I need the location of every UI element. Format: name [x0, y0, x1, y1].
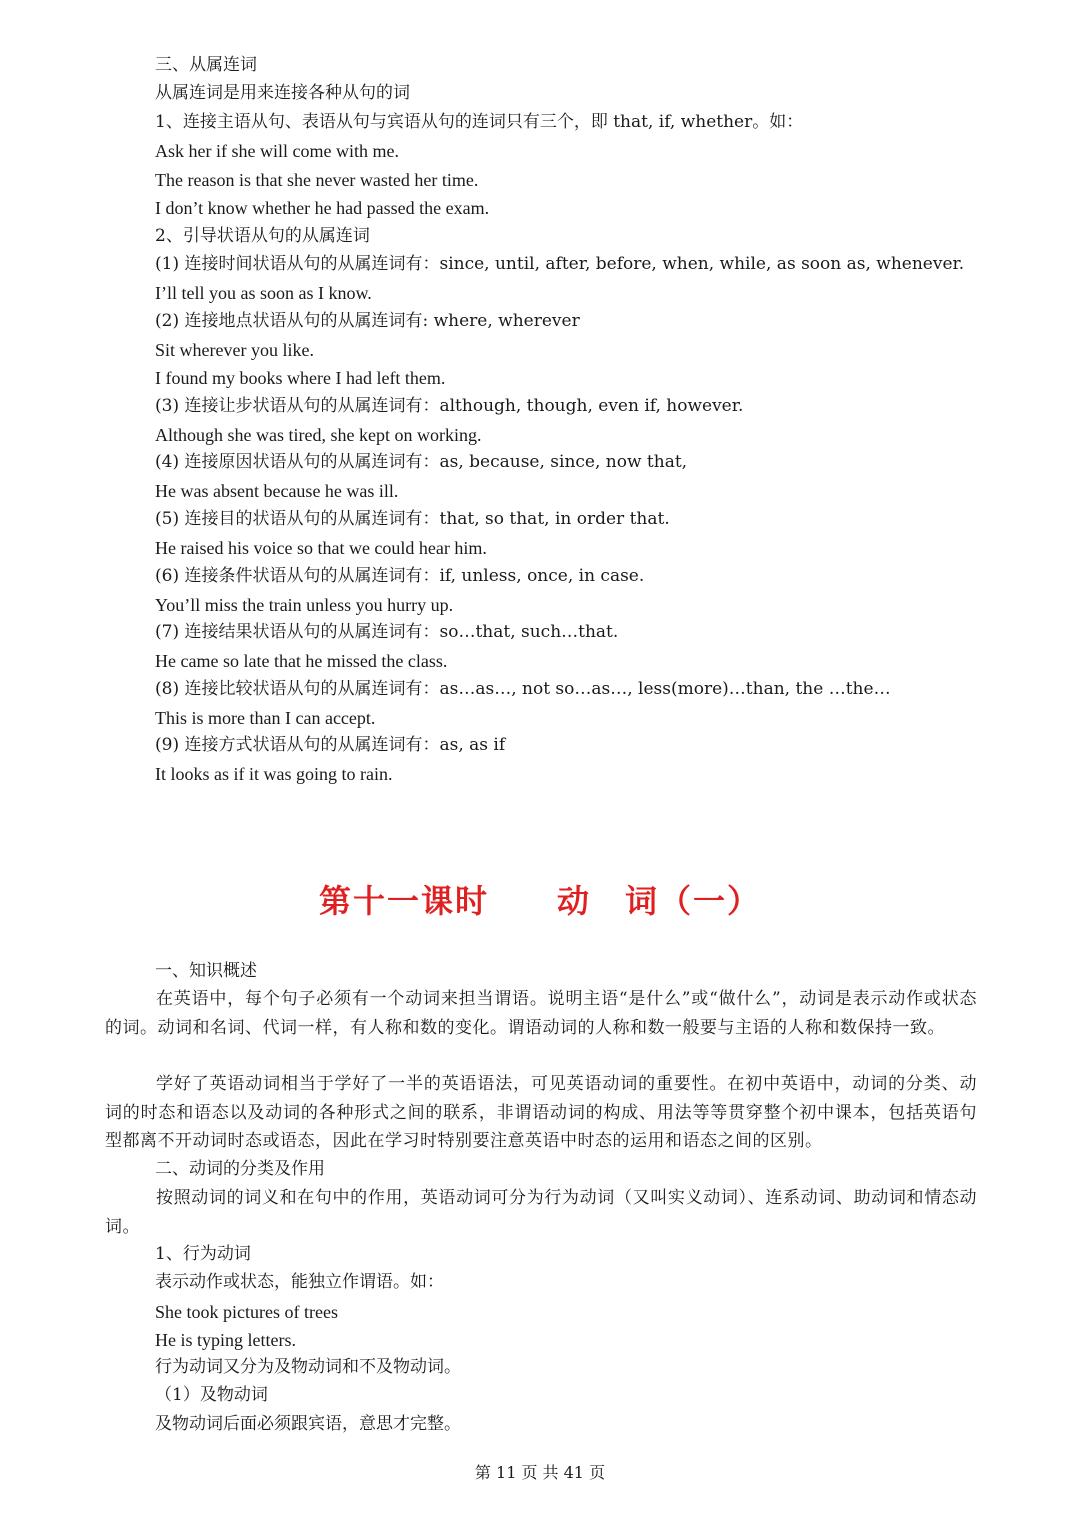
lesson-paragraph-1: 在英语中，每个句子必须有一个动词来担当谓语。说明主语“是什么”或“做什么”，动词是表示动作或状态的词。动词和名词、代词一样，有人称和数的变化。谓语动词的人称和数一般要与主语的人称和数保持一致。 — [105, 989, 977, 1038]
example-sentence: He is typing letters. — [155, 1330, 296, 1350]
sub-item-3: (3) 连接让步状语从句的从属连词有：although, though, even if, however. — [155, 396, 744, 416]
lesson-note: 行为动词又分为及物动词和不及物动词。 — [155, 1357, 461, 1377]
sub-item-1: (1) 连接时间状语从句的从属连词有：since, until, after, before, when, while, as soon as, whenever. — [155, 254, 965, 274]
lesson-heading-3: 1、行为动词 — [155, 1244, 251, 1264]
sub-item-2: (2) 连接地点状语从句的从属连词有: where, wherever — [155, 311, 580, 331]
example-sentence: He was absent because he was ill. — [155, 481, 399, 501]
sub-item-4: (4) 连接原因状语从句的从属连词有：as, because, since, now that, — [155, 452, 688, 472]
example-sentence: You’ll miss the train unless you hurry up. — [155, 595, 454, 615]
example-sentence: I found my books where I had left them. — [155, 368, 446, 388]
section-heading: 三、从属连词 — [155, 55, 257, 75]
lesson-heading-2: 二、动词的分类及作用 — [155, 1159, 325, 1179]
sub-item-8: (8) 连接比较状语从句的从属连词有：as…as…, not so…as…, less(more)…than, the …the… — [155, 679, 891, 699]
example-sentence: Although she was tired, she kept on working. — [155, 425, 482, 445]
sub-item-6: (6) 连接条件状语从句的从属连词有：if, unless, once, in case. — [155, 566, 645, 586]
example-sentence: I don’t know whether he had passed the exam. — [155, 198, 490, 218]
sub-item-7: (7) 连接结果状语从句的从属连词有：so…that, such…that. — [155, 622, 619, 642]
example-sentence: Sit wherever you like. — [155, 340, 314, 360]
example-sentence: He came so late that he missed the class. — [155, 651, 448, 671]
lesson-paragraph-3: 按照动词的词义和在句中的作用，英语动词可分为行为动词（又叫实义动词）、连系动词、助动词和情态动词。 — [105, 1188, 977, 1237]
lesson-heading-4: （1）及物动词 — [155, 1385, 268, 1405]
example-sentence: This is more than I can accept. — [155, 708, 376, 728]
item-1: 1、连接主语从句、表语从句与宾语从句的连词只有三个，即 that, if, whether。如： — [155, 112, 804, 132]
lesson-heading-4-desc: 及物动词后面必须跟宾语，意思才完整。 — [155, 1414, 461, 1434]
page-number: 第 11 页 共 41 页 — [474, 1463, 606, 1482]
sub-item-9: (9) 连接方式状语从句的从属连词有：as, as if — [155, 735, 506, 755]
lesson-title: 第十一课时 动 词（一） — [318, 882, 761, 920]
example-sentence: He raised his voice so that we could hear him. — [155, 538, 487, 558]
example-sentence: Ask her if she will come with me. — [155, 141, 399, 161]
example-sentence: The reason is that she never wasted her time. — [155, 170, 479, 190]
item-2: 2、引导状语从句的从属连词 — [155, 226, 370, 246]
section-intro: 从属连词是用来连接各种从句的词 — [155, 83, 410, 103]
sub-item-5: (5) 连接目的状语从句的从属连词有：that, so that, in order that. — [155, 509, 670, 529]
example-sentence: She took pictures of trees — [155, 1302, 338, 1322]
example-sentence: I’ll tell you as soon as I know. — [155, 283, 372, 303]
lesson-heading-3-desc: 表示动作或状态，能独立作谓语。如： — [155, 1272, 444, 1292]
lesson-paragraph-2: 学好了英语动词相当于学好了一半的英语语法，可见英语动词的重要性。在初中英语中，动词的分类、动词的时态和语态以及动词的各种形式之间的联系，非谓语动词的构成、用法等等贯穿整个初中课本，包括英语句型都离不开动词时态或语态，因此在学习时特别要注意英语中时态的运用和语态之间的区别。 — [105, 1074, 977, 1151]
lesson-heading-1: 一、知识概述 — [155, 961, 257, 981]
example-sentence: It looks as if it was going to rain. — [155, 764, 393, 784]
